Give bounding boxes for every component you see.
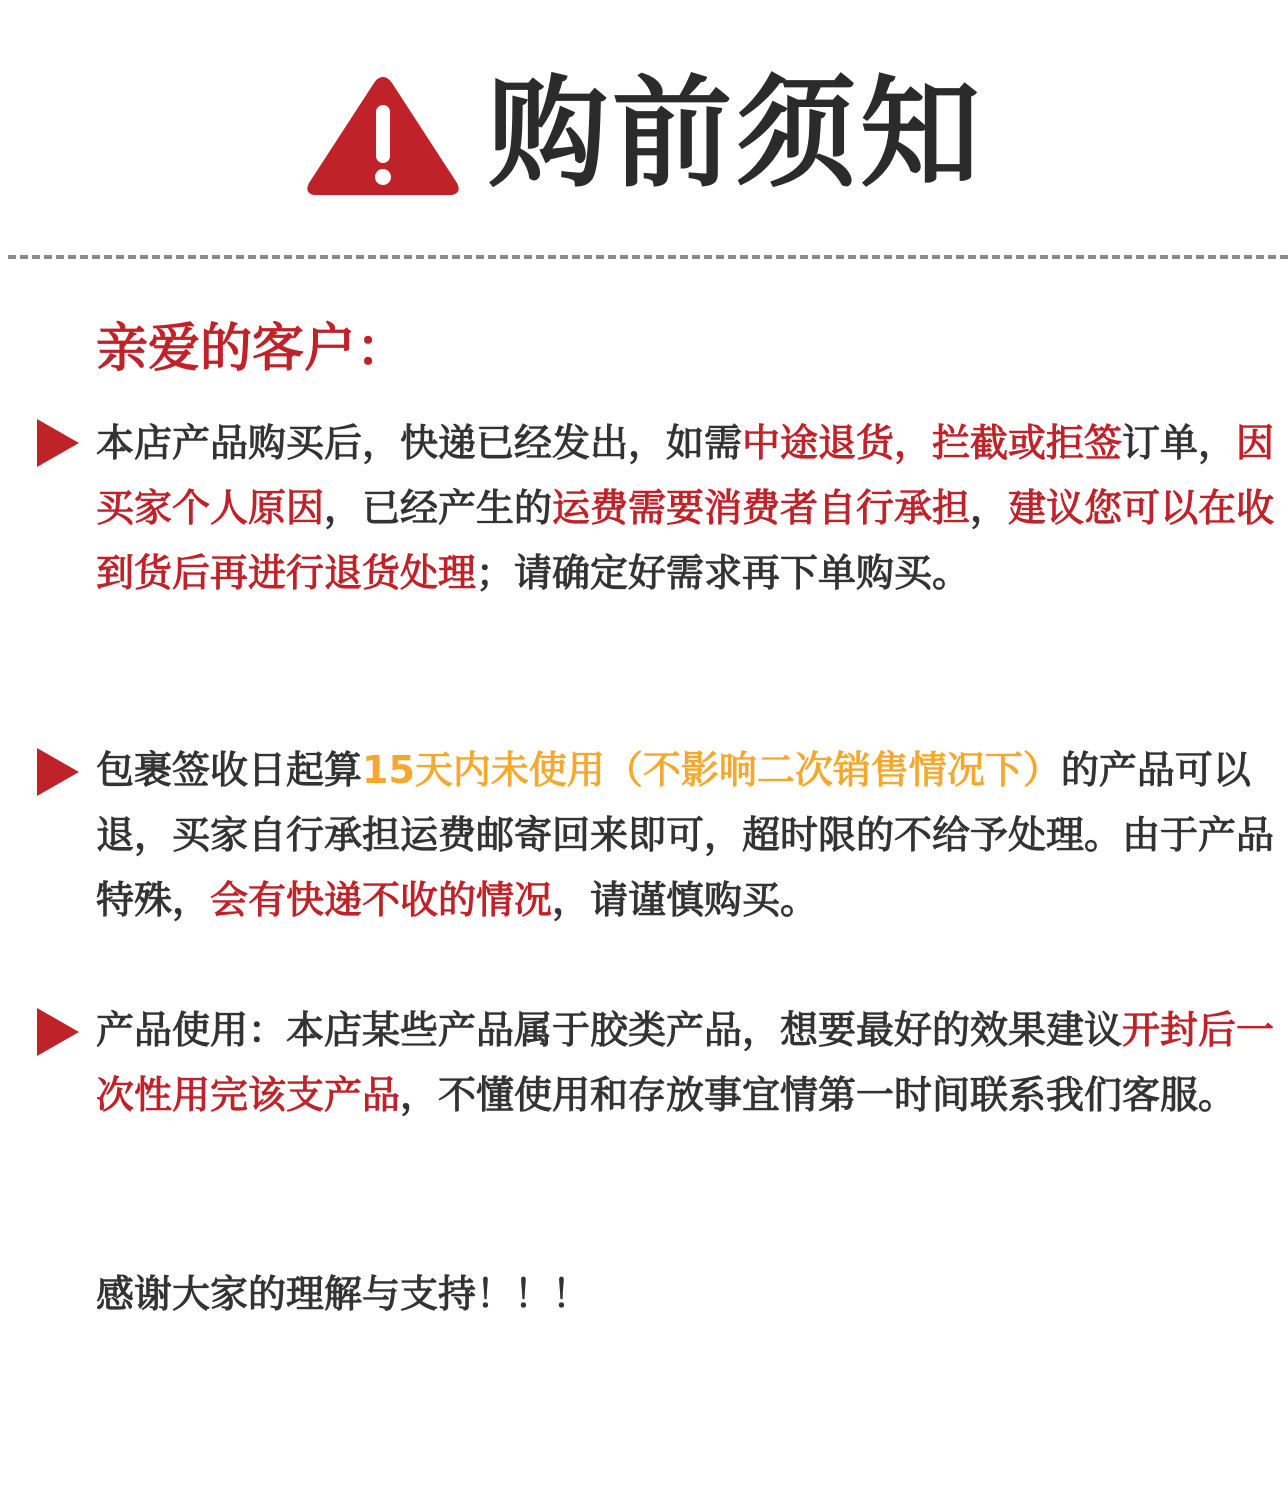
notice-highlight-red: 开封后一次性用完该支产品 [96, 1008, 1275, 1117]
notice-text: ，不懂使用和存放事宜情第一时间联系我们客服。 [400, 1073, 1237, 1117]
notice-text: 的产品可以退，买家自行承担运费邮寄回来即可，超时限的不给予处理。由于产品特殊， [96, 748, 1275, 922]
notice-highlight-red: 会有快递不收的情况 [210, 878, 553, 922]
notice-highlight-red: 建议您可以在收到货后再进行退货处理 [96, 486, 1275, 595]
notice-text: ；请确定好需求再下单购买。 [476, 551, 971, 595]
dashed-divider [8, 255, 1288, 259]
thanks-message: 感谢大家的理解与支持！！！ [96, 1272, 591, 1316]
notice-highlight-red: 中途退货，拦截或拒签 [742, 421, 1123, 465]
greeting-heading: 亲爱的客户： [96, 319, 409, 379]
page-title: 购前须知 [488, 65, 984, 204]
notice-paragraph [96, 998, 1276, 1128]
notice-highlight-red: 因买家个人原因 [96, 421, 1275, 530]
warning-triangle-icon [304, 71, 462, 199]
notice-text: 包裹签收日起算 [96, 748, 363, 792]
notice-text: 本店产品购买后，快递已经发出，如需 [96, 421, 743, 465]
notice-text: 产品使用：本店某些产品属于胶类产品，想要最好的效果建议 [96, 1008, 1123, 1052]
notice-text: ，请谨慎购买。 [552, 878, 819, 922]
notice-text: ， [970, 486, 1009, 530]
bullet-triangle-icon [37, 748, 79, 796]
notice-paragraph [96, 411, 1276, 606]
bullet-triangle-icon [37, 1008, 79, 1056]
notice-highlight-red: 运费需要消费者自行承担 [552, 486, 971, 530]
bullet-triangle-icon [37, 419, 79, 467]
notice-text: ，已经产生的 [324, 486, 553, 530]
notice-paragraph [96, 738, 1276, 933]
notice-highlight-orange: 15天内未使用（不影响二次销售情况下） [362, 748, 1061, 792]
notice-text: 订单， [1122, 421, 1237, 465]
header [0, 60, 1288, 210]
